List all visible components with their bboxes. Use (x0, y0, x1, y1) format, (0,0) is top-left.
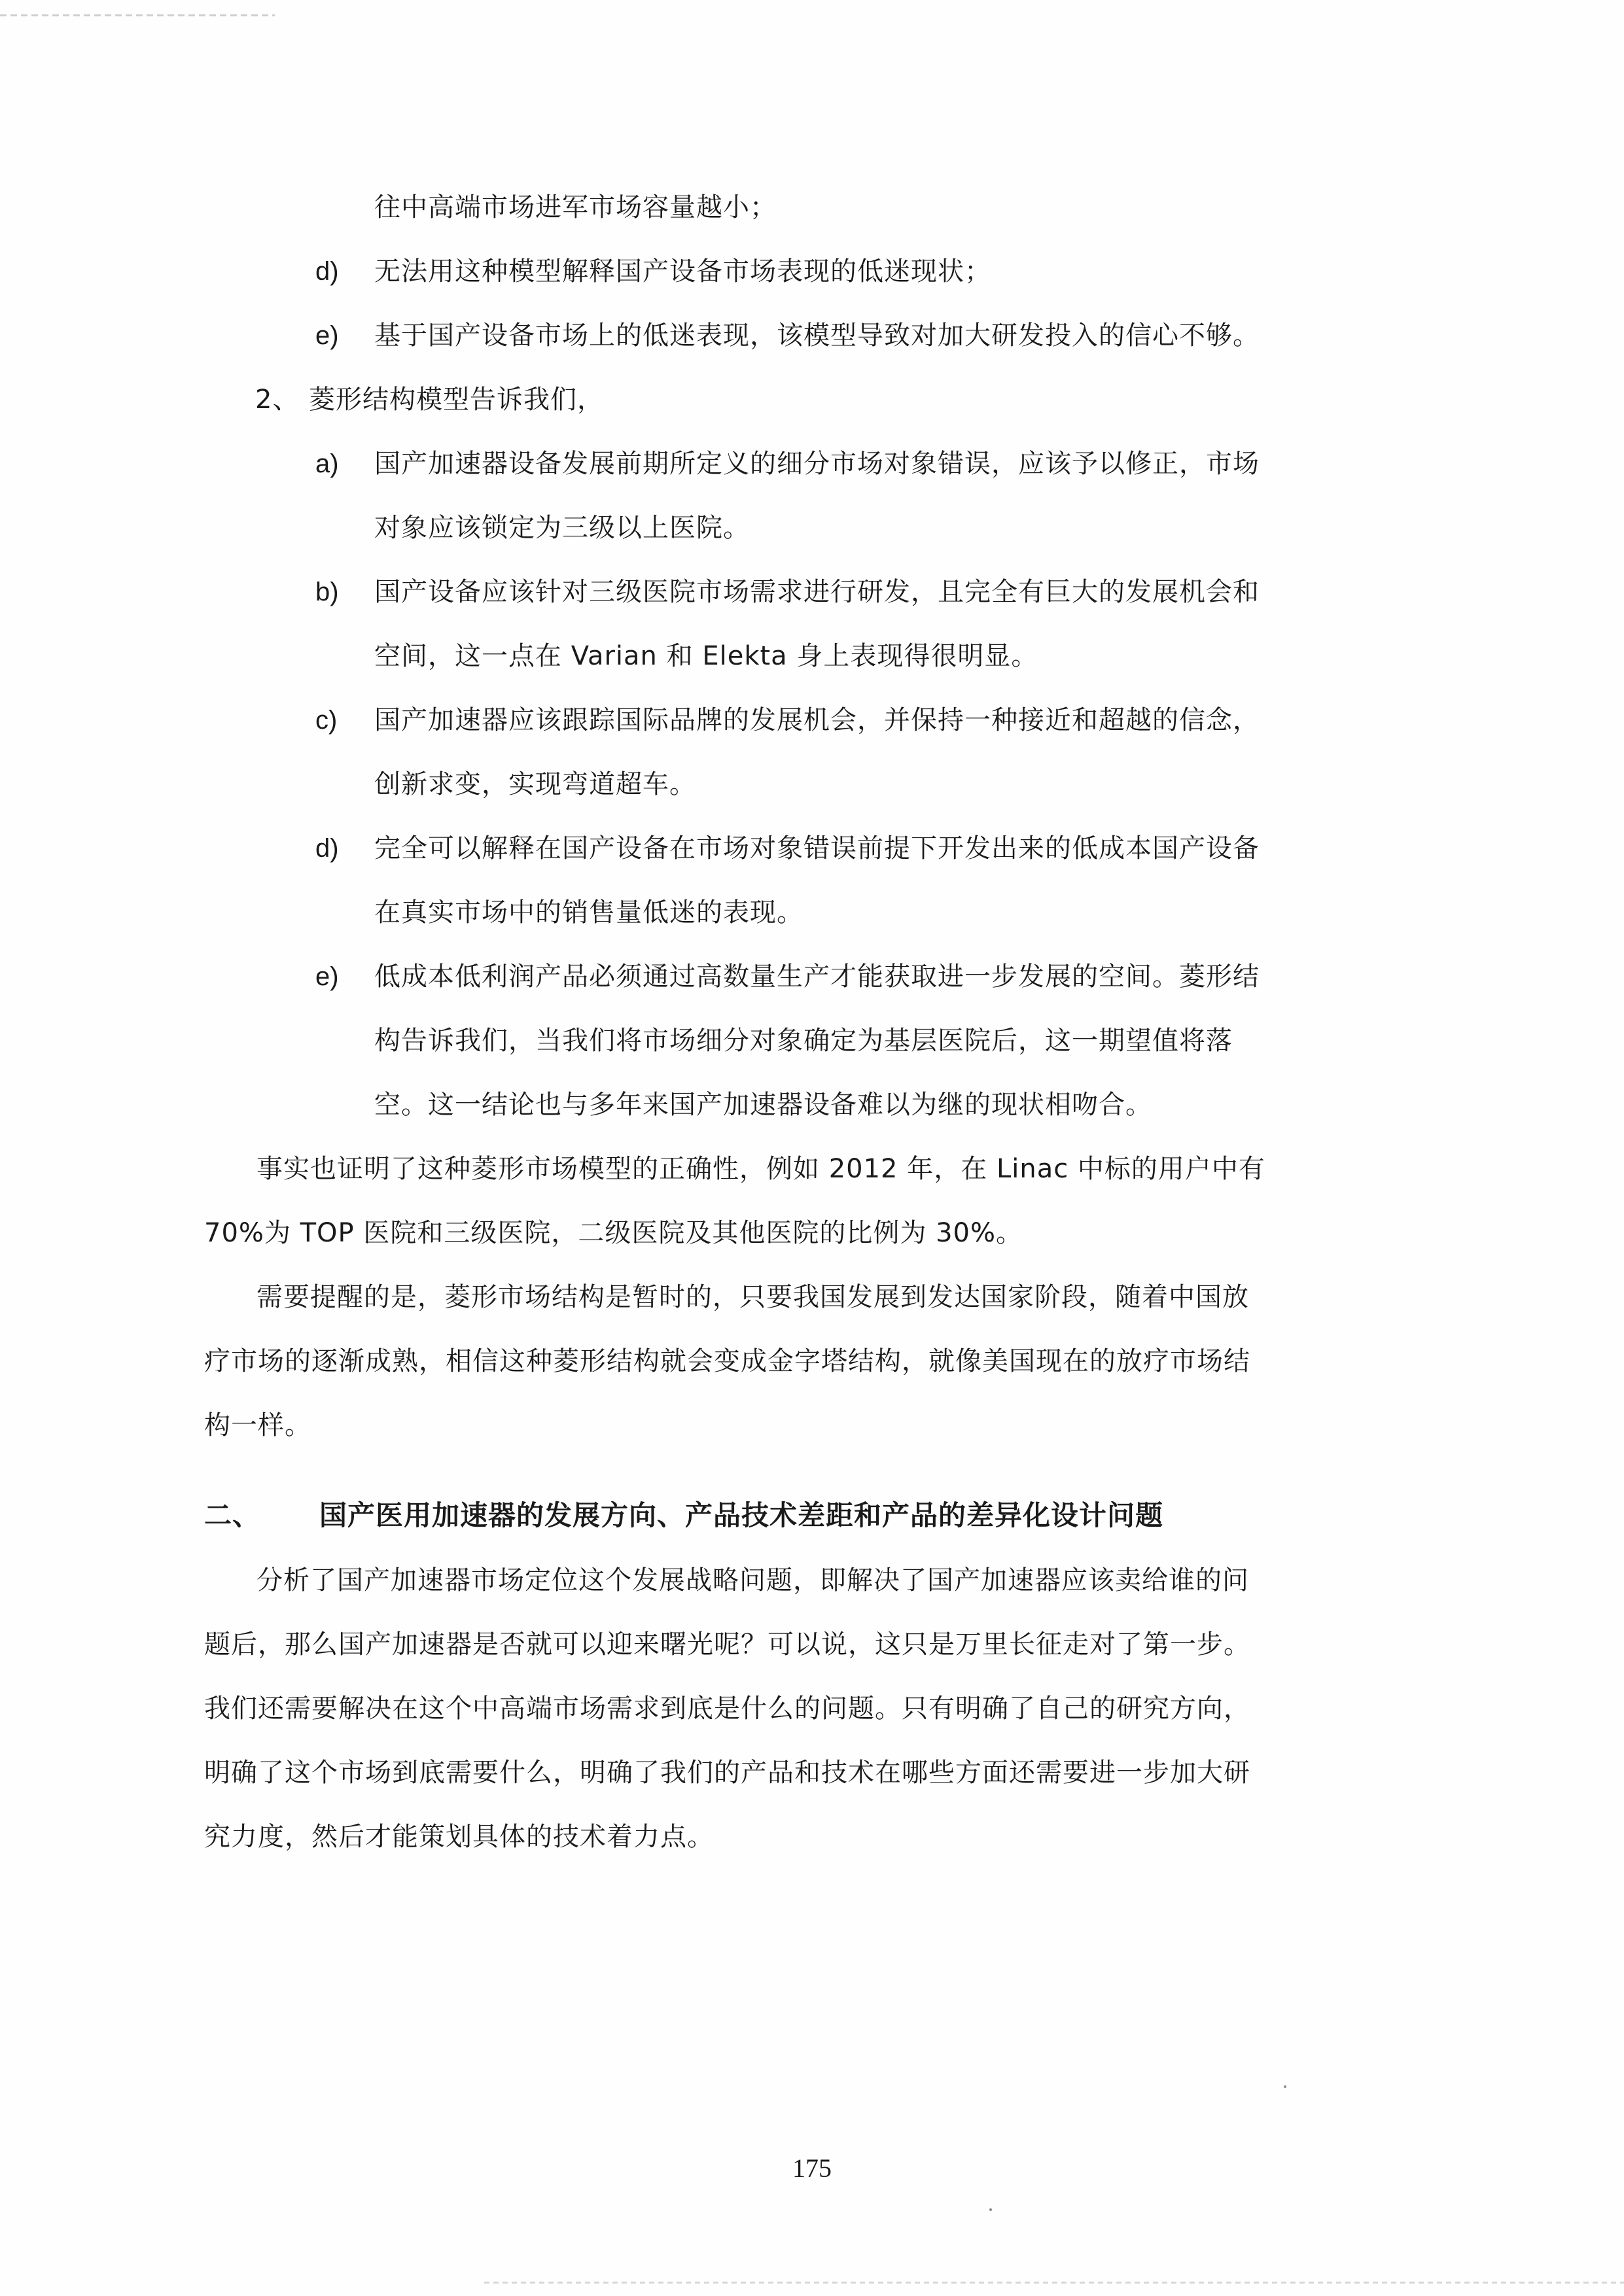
section2-item-e-line-3: 空。这一结论也与多年来国产加速器设备难以为继的现状相吻合。 (374, 1090, 1152, 1120)
paragraph-reminder-line-3: 构一样。 (204, 1410, 311, 1440)
scan-edge-top (0, 14, 275, 16)
paragraph-fact-line-2: 70%为 TOP 医院和三级医院，二级医院及其他医院的比例为 30%。 (204, 1218, 1023, 1248)
section2-item-d-line-1: 完全可以解释在国产设备在市场对象错误前提下开发出来的低成本国产设备 (374, 833, 1260, 863)
section2-item-c-line-1: 国产加速器应该跟踪国际品牌的发展机会，并保持一种接近和超越的信念， (374, 705, 1260, 735)
paragraph-analysis-line-3: 我们还需要解决在这个中高端市场需求到底是什么的问题。只有明确了自己的研究方向， (204, 1694, 1250, 1724)
list1-item-e-marker: e) (315, 321, 339, 350)
section2-item-c-marker: c) (315, 706, 338, 735)
section2-item-d-line-2: 在真实市场中的销售量低迷的表现。 (374, 897, 803, 928)
paragraph-analysis-line-5: 究力度，然后才能策划具体的技术着力点。 (204, 1822, 714, 1852)
section2-marker: 2、 (255, 385, 300, 415)
section2-item-d-marker: d) (315, 834, 339, 863)
section2-item-b-line-2: 空间，这一点在 Varian 和 Elekta 身上表现得很明显。 (374, 641, 1038, 671)
section2-item-c-line-2: 创新求变，实现弯道超车。 (374, 769, 696, 799)
list1-item-d-text: 无法用这种模型解释国产设备市场表现的低迷现状； (374, 256, 991, 287)
section2-title: 菱形结构模型告诉我们， (309, 385, 604, 415)
scan-edge-bottom (484, 2282, 1624, 2284)
page-number: 175 (792, 2153, 832, 2183)
paragraph-analysis-line-2: 题后，那么国产加速器是否就可以迎来曙光呢？可以说，这只是万里长征走对了第一步。 (204, 1629, 1250, 1660)
paragraph-reminder-line-1: 需要提醒的是，菱形市场结构是暂时的，只要我国发展到发达国家阶段，随着中国放 (256, 1282, 1249, 1312)
section2-item-b-line-1: 国产设备应该针对三级医院市场需求进行研发，且完全有巨大的发展机会和 (374, 577, 1260, 607)
list1-item-c-continuation: 往中高端市场进军市场容量越小； (374, 192, 777, 222)
list1-item-d-marker: d) (315, 257, 339, 286)
scan-speck (1284, 2085, 1286, 2088)
paragraph-reminder-line-2: 疗市场的逐渐成熟，相信这种菱形结构就会变成金字塔结构，就像美国现在的放疗市场结 (204, 1346, 1250, 1376)
section2-item-a-line-1: 国产加速器设备发展前期所定义的细分市场对象错误，应该予以修正，市场 (374, 449, 1260, 479)
paragraph-fact-line-1: 事实也证明了这种菱形市场模型的正确性，例如 2012 年，在 Linac 中标的用户中有 (256, 1154, 1265, 1184)
section2-item-e-line-1: 低成本低利润产品必须通过高数量生产才能获取进一步发展的空间。菱形结 (374, 962, 1260, 992)
section2-item-b-marker: b) (315, 578, 339, 606)
list1-item-e-text: 基于国产设备市场上的低迷表现，该模型导致对加大研发投入的信心不够。 (374, 321, 1260, 351)
scan-speck (989, 2208, 992, 2211)
section2-item-a-marker: a) (315, 449, 339, 478)
paragraph-analysis-line-4: 明确了这个市场到底需要什么，明确了我们的产品和技术在哪些方面还需要进一步加大研 (204, 1758, 1250, 1788)
section2-item-a-line-2: 对象应该锁定为三级以上医院。 (374, 513, 750, 543)
section-heading-title: 国产医用加速器的发展方向、产品技术差距和产品的差异化设计问题 (319, 1499, 1164, 1531)
section-heading-number: 二、 (204, 1499, 261, 1531)
section2-item-e-line-2: 构告诉我们，当我们将市场细分对象确定为基层医院后，这一期望值将落 (374, 1026, 1233, 1056)
section2-item-e-marker: e) (315, 962, 339, 991)
paragraph-analysis-line-1: 分析了国产加速器市场定位这个发展战略问题，即解决了国产加速器应该卖给谁的问 (256, 1565, 1249, 1595)
